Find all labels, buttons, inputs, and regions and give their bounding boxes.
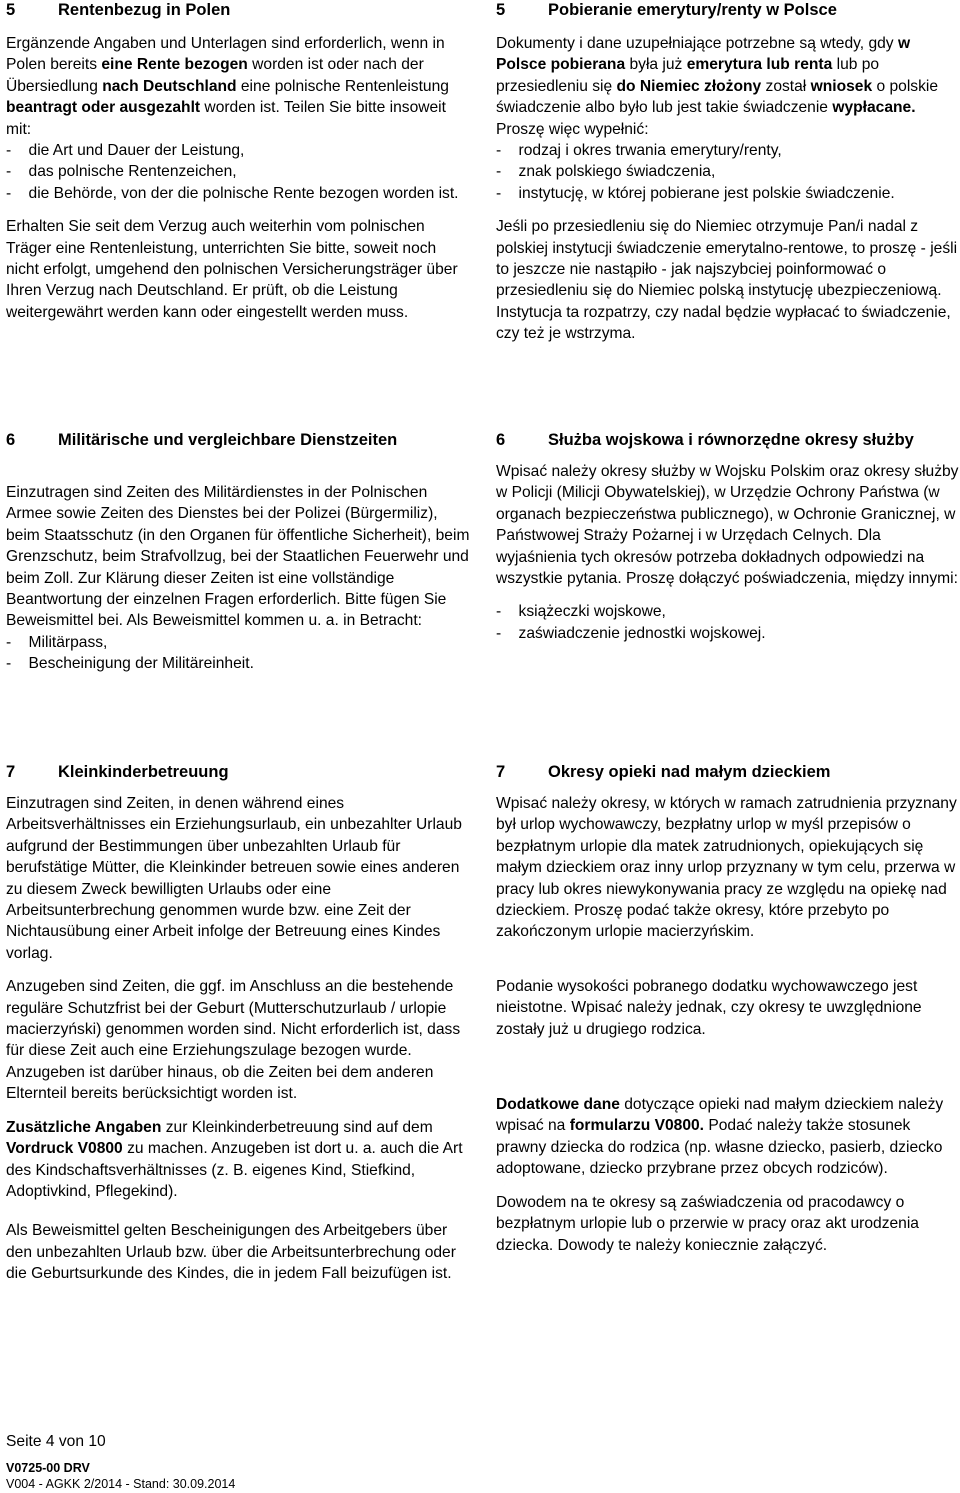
list-item: - znak polskiego świadczenia,	[496, 163, 716, 181]
paragraph: Podanie wysokości pobranego dodatku wychowawczego jest nieistotne. Wpisać należy jednak, czy okresy te uwzględnione zostały już u drugiego rodzica.	[496, 977, 922, 1038]
section-heading: 7 Kleinkinderbetreuung	[6, 763, 229, 781]
paragraph: Einzutragen sind Zeiten, in denen während eines Arbeitsverhältnisses ein Erziehungsurlaub, ein unbezahlter Urlaub aufgrund der Bestimmungen über unbezahlten Urlaub für berufstätige Mütter, die Kleinkinder betreuen sowie eines anderen zu diesem Zweck bewilligten Urlaubs oder eine Arbeitsunterbrechung genommen wurde bzw. eine Zeit der Nichtausübung einer Arbeit infolge der Betreuung eines Kindes vorlag.	[6, 795, 462, 962]
paragraph: Dokumenty i dane uzupełniające potrzebne są wtedy, gdy w Polsce pobierana była już emerytura lub renta lub po przesiedleniu się do Niemiec złożony został wniosek o polskie świadczenie albo było lub jest takie świadczenie wypłacane. Proszę więc wypełnić:	[496, 35, 939, 138]
section-7-pl	[496, 762, 960, 1256]
paragraph: Ergänzende Angaben und Unterlagen sind erforderlich, wenn in Polen bereits eine Rente bezogen worden ist oder nach der Übersiedlung nach Deutschland eine polnische Rentenleistung beantragt oder ausgezahlt worden ist. Teilen Sie bitte insoweit mit:	[6, 35, 449, 138]
list-item: - die Behörde, von der die polnische Rente bezogen worden ist.	[6, 184, 459, 202]
section-heading: 6 Militärische und vergleichbare Dienstzeiten	[6, 431, 398, 449]
section-heading: 5 Pobieranie emerytury/renty w Polsce	[496, 1, 837, 19]
form-id: V0725-00 DRV	[6, 1461, 90, 1475]
section-heading: 7 Okresy opieki nad małym dzieckiem	[496, 763, 831, 781]
list-item: - instytucję, w której pobierane jest polskie świadczenie.	[496, 184, 895, 202]
list-item: - das polnische Rentenzeichen,	[6, 163, 237, 181]
section-5-pl	[496, 0, 960, 345]
paragraph: Zusätzliche Angaben zur Kleinkinderbetreuung sind auf dem Vordruck V0800 zu machen. Anzugeben ist dort u. a. auch die Art des Kindschaftsverhältnisses (z. B. eigenes Kind, Stiefkind, Adoptivkind, Pflegekind).	[6, 1118, 463, 1200]
section-7-de	[6, 762, 471, 1285]
section-heading: 5 Rentenbezug in Polen	[6, 1, 231, 19]
list-item: - die Art und Dauer der Leistung,	[6, 142, 245, 160]
list-item: - rodzaj i okres trwania emerytury/renty,	[496, 142, 782, 160]
paragraph: Erhalten Sie seit dem Verzug auch weiterhin vom polnischen Träger eine Rentenleistung, unterrichten Sie bitte, soweit noch nicht erfolgt, umgehend den polnischen Versicherungsträger über Ihren Verzug nach Deutschland. Er prüft, ob die Leistung weitergewährt werden kann oder eingestellt werden muss.	[6, 218, 458, 321]
paragraph: Wpisać należy okresy służby w Wojsku Polskim oraz okresy służby w Policji (Milicji Obywatelskiej), w Urzędzie Ochrony Państwa (w organach bezpieczeństwa publicznego), w Ochronie Granicznej, w Państwowej Straży Pożarnej i w Urzędach Celnych. Dla wyjaśnienia tych okresów potrzeba dokładnych odpowiedzi na wszystkie pytania. Proszę dołączyć poświadczenia, między innymi:	[496, 463, 959, 588]
list-item: - książeczki wojskowe,	[496, 603, 666, 621]
paragraph: Jeśli po przesiedleniu się do Niemiec otrzymuje Pan/i nadal z polskiej instytucji świadczenie emerytalno-rentowe, to proszę - jeśli to jeszcze nie nastąpiło - jak najszybciej poinformować o przesiedleniu się do Niemiec polską instytucję ubezpieczeniową. Instytucja ta rozpatrzy, czy nadal będzie wypłacać to świadczenie, czy też je wstrzyma.	[496, 218, 958, 343]
section-heading: 6 Służba wojskowa i równorzędne okresy służby	[496, 431, 914, 449]
paragraph: Anzugeben sind Zeiten, die ggf. im Anschluss an die bestehende reguläre Schutzfrist bei der Geburt (Mutterschutzurlaub / urlopie macierzyński) genommen worden sind. Nicht erforderlich ist, dass für diese Zeit auch eine Erziehungszulage bezogen wurde. Anzugeben ist darüber hinaus, ob die Zeiten bei dem anderen Elternteil bereits berücksichtigt worden ist.	[6, 978, 461, 1103]
form-version: V004 - AGKK 2/2014 - Stand: 30.09.2014	[6, 1477, 236, 1491]
list-item: - Militärpass,	[6, 633, 108, 651]
paragraph: Dowodem na te okresy są zaświadczenia od pracodawcy o bezpłatnym urlopie lub o przerwie w pracy oraz akt urodzenia dziecka. Dowody te należy koniecznie załączyć.	[496, 1193, 919, 1254]
paragraph: Einzutragen sind Zeiten des Militärdienstes in der Polnischen Armee sowie Zeiten des Dienstes bei der Polizei (Bürgermiliz), beim Staatsschutz (in den Organen für öffentliche Sicherheit), beim Grenzschutz, beim Strafvollzug, bei der Staatlichen Feuerwehr und beim Zoll. Zur Klärung dieser Zeiten ist eine vollständige Beantwortung der einzelnen Fragen erforderlich. Bitte fügen Sie Beweismittel bei. Als Beweismittel kommen u. a. in Betracht:	[6, 484, 470, 630]
paragraph: Als Beweismittel gelten Bescheinigungen des Arbeitgebers über den unbezahlten Urlaub bzw. über die Arbeitsunterbrechung oder die Geburtsurkunde des Kindes, die in jedem Fall beizufügen ist.	[6, 1222, 456, 1283]
page-footer	[6, 1432, 235, 1492]
section-6-pl	[496, 430, 960, 644]
section-5-de	[6, 0, 471, 323]
section-6-de	[6, 430, 471, 675]
list-item: - zaświadczenie jednostki wojskowej.	[496, 624, 766, 642]
list-item: - Bescheinigung der Militäreinheit.	[6, 655, 254, 673]
paragraph: Dodatkowe dane dotyczące opieki nad małym dzieckiem należy wpisać na formularzu V0800. Podać należy także stosunek prawny dziecka do rodzica (np. własne dziecko, pasierb, dziecko adoptowane, dziecko przybrane przez obcych rodziców).	[496, 1096, 944, 1178]
page-number: Seite 4 von 10	[6, 1433, 106, 1450]
paragraph: Wpisać należy okresy, w których w ramach zatrudnienia przyznany był urlop wychowawczy, bezpłatny urlop w myśl przepisów o bezpłatnym urlopie dla matek zatrudnionych, opiekujących się małym dzieckiem oraz inny urlop przyznany w tym celu, przerwa w pracy lub okres niewykonywania pracy ze względu na opiekę nad dzieckiem. Proszę podać także okresy, które przebyto po zakończonym urlopie macierzyńskim.	[496, 795, 957, 941]
